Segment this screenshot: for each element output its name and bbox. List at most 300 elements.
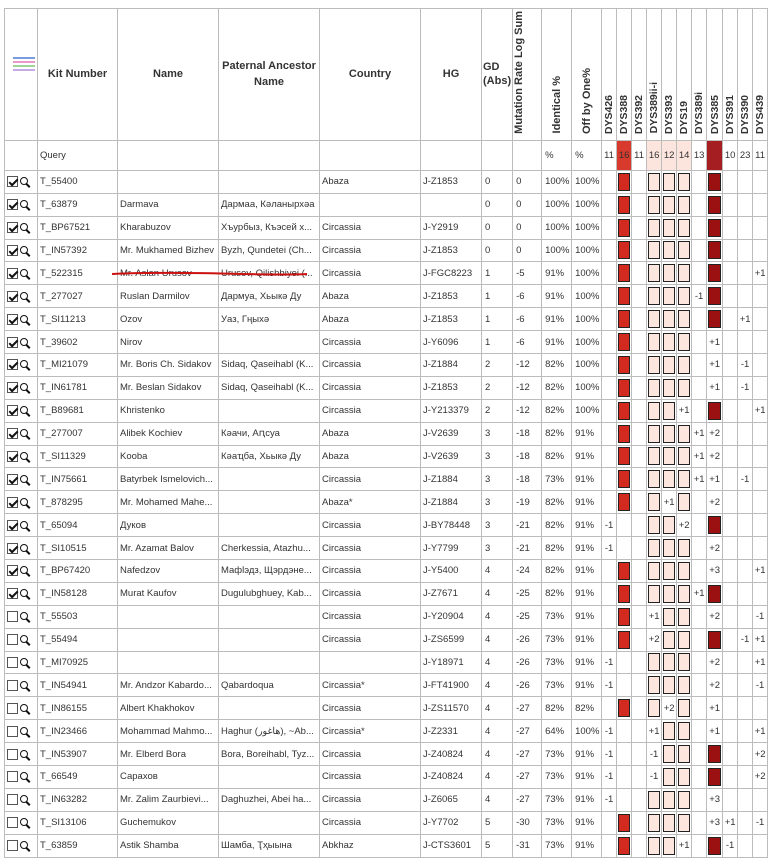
table-row[interactable] — [5, 262, 768, 285]
haplogroup-cell: J-Z1853 — [421, 308, 482, 331]
haplogroup-cell: J-Z2331 — [421, 720, 482, 743]
offbyone-cell: 100% — [572, 308, 602, 331]
ystr-cell — [632, 285, 647, 308]
table-row[interactable] — [5, 605, 768, 628]
ystr-cell — [647, 674, 662, 697]
mutation-rate-cell: -31 — [513, 834, 542, 857]
paternal-ancestor-header[interactable]: Paternal Ancestor Name — [219, 9, 320, 141]
magnifier-icon[interactable] — [19, 222, 30, 233]
kit-number-cell: T_55400 — [38, 170, 118, 193]
ystr-cell: +1 — [692, 582, 707, 605]
table-row[interactable] — [5, 582, 768, 605]
table-row[interactable] — [5, 239, 768, 262]
ystr-cell — [632, 376, 647, 399]
ystr-marker — [678, 379, 690, 397]
magnifier-icon[interactable] — [19, 749, 30, 760]
ystr-cell: +1 — [707, 353, 723, 376]
magnifier-icon[interactable] — [19, 337, 30, 348]
ystr-cell — [753, 788, 768, 811]
ystr-cell — [677, 353, 692, 376]
row-select-cell — [5, 353, 38, 376]
table-row[interactable] — [5, 491, 768, 514]
row-checkbox[interactable] — [7, 497, 18, 508]
row-checkbox[interactable] — [7, 314, 18, 325]
haplogroup-cell: J-Y20904 — [421, 605, 482, 628]
hg-header[interactable]: HG — [421, 9, 482, 141]
table-row[interactable] — [5, 468, 768, 491]
ystr-cell — [723, 720, 738, 743]
ystr-cell: +1 — [707, 720, 723, 743]
offbyone-cell: 100% — [572, 353, 602, 376]
table-row[interactable] — [5, 651, 768, 674]
table-row[interactable] — [5, 834, 768, 857]
table-row[interactable] — [5, 674, 768, 697]
ystr-cell — [647, 788, 662, 811]
table-row[interactable] — [5, 285, 768, 308]
table-row[interactable] — [5, 399, 768, 422]
magnifier-icon[interactable] — [19, 199, 30, 210]
ystr-marker — [708, 310, 721, 328]
table-row[interactable] — [5, 422, 768, 445]
ystr-marker — [618, 814, 630, 832]
ystr-cell — [723, 331, 738, 354]
ystr-cell — [753, 193, 768, 216]
magnifier-icon[interactable] — [19, 840, 30, 851]
paternal-name-cell — [219, 697, 320, 720]
ystr-cell — [647, 537, 662, 560]
dys-header-6[interactable] — [692, 9, 707, 141]
table-row[interactable] — [5, 628, 768, 651]
country-cell: Circassia — [320, 559, 421, 582]
identical-cell: 100% — [542, 170, 572, 193]
name-cell: Дуков — [118, 514, 219, 537]
query-value: 12 — [662, 140, 677, 170]
ystr-cell: +2 — [662, 697, 677, 720]
identical-cell: 91% — [542, 285, 572, 308]
ystr-cell: -1 — [753, 811, 768, 834]
paternal-name-cell: Byzh, Qundetei (Ch... — [219, 239, 320, 262]
ystr-cell — [723, 628, 738, 651]
offbyone-cell: 82% — [572, 697, 602, 720]
ystr-cell — [602, 468, 617, 491]
dys-label: DYS389ii-i — [648, 82, 661, 134]
ystr-marker — [678, 264, 690, 282]
gd-cell: 3 — [482, 422, 513, 445]
ystr-cell — [707, 239, 723, 262]
haplogroup-cell: J-Y6096 — [421, 331, 482, 354]
ystr-marker — [618, 379, 630, 397]
paternal-name-cell: Дармуа, Хьыкә Ду — [219, 285, 320, 308]
ystr-cell — [662, 170, 677, 193]
magnifier-icon[interactable] — [19, 543, 30, 554]
ystr-cell — [677, 720, 692, 743]
row-checkbox[interactable] — [7, 611, 18, 622]
ystr-cell — [647, 399, 662, 422]
ystr-cell — [632, 743, 647, 766]
ystr-cell — [753, 445, 768, 468]
ystr-cell — [617, 514, 632, 537]
select-all-header[interactable] — [5, 9, 38, 141]
ystr-cell — [617, 674, 632, 697]
row-checkbox[interactable] — [7, 771, 18, 782]
magnifier-icon[interactable] — [19, 474, 30, 485]
name-cell: Mr. Beslan Sidakov — [118, 376, 219, 399]
gd-cell: 4 — [482, 559, 513, 582]
haplogroup-cell: J-Z1853 — [421, 239, 482, 262]
ystr-cell — [632, 239, 647, 262]
ystr-cell — [632, 697, 647, 720]
row-checkbox[interactable] — [7, 794, 18, 805]
kit-number-cell: T_IN61781 — [38, 376, 118, 399]
ystr-cell — [723, 216, 738, 239]
magnifier-icon[interactable] — [19, 268, 30, 279]
country-cell: Circassia — [320, 331, 421, 354]
ystr-marker — [678, 814, 690, 832]
table-row[interactable] — [5, 788, 768, 811]
magnifier-icon[interactable] — [19, 588, 30, 599]
ystr-cell: -1 — [602, 651, 617, 674]
dys-header-9[interactable] — [738, 9, 753, 141]
kit-number-cell: T_IN53907 — [38, 743, 118, 766]
row-checkbox[interactable] — [7, 634, 18, 645]
kit-number-cell: T_SI13106 — [38, 811, 118, 834]
ystr-cell — [617, 605, 632, 628]
ystr-cell: +2 — [753, 743, 768, 766]
name-cell: Mr. Mohamed Mahe... — [118, 491, 219, 514]
magnifier-icon[interactable] — [19, 771, 30, 782]
query-empty — [421, 140, 482, 170]
magnifier-icon[interactable] — [19, 176, 30, 187]
ystr-cell — [662, 376, 677, 399]
row-checkbox[interactable] — [7, 382, 18, 393]
ystr-cell: +1 — [707, 468, 723, 491]
table-row[interactable] — [5, 743, 768, 766]
ystr-cell — [723, 376, 738, 399]
dys-header-1[interactable] — [617, 9, 632, 141]
magnifier-icon[interactable] — [19, 245, 30, 256]
ystr-cell — [753, 331, 768, 354]
haplogroup-cell: J-Z40824 — [421, 765, 482, 788]
dys-header-0[interactable] — [602, 9, 617, 141]
gd-cell: 4 — [482, 788, 513, 811]
name-header[interactable]: Name — [118, 9, 219, 141]
ystr-marker — [663, 516, 675, 534]
magnifier-icon[interactable] — [19, 817, 30, 828]
ystr-cell: -1 — [738, 353, 753, 376]
ystr-cell — [738, 651, 753, 674]
identical-cell: 73% — [542, 788, 572, 811]
row-checkbox[interactable] — [7, 726, 18, 737]
kit-number-cell: T_55494 — [38, 628, 118, 651]
ystr-cell — [632, 468, 647, 491]
row-checkbox[interactable] — [7, 543, 18, 554]
magnifier-icon[interactable] — [19, 680, 30, 691]
ystr-cell — [602, 422, 617, 445]
ystr-cell — [738, 239, 753, 262]
row-checkbox[interactable] — [7, 657, 18, 668]
query-value: 11 — [602, 140, 617, 170]
ystr-cell: +2 — [677, 514, 692, 537]
paternal-name-cell: Кәачи, Аԥсуа — [219, 422, 320, 445]
ystr-marker — [618, 264, 630, 282]
ystr-cell — [632, 193, 647, 216]
ystr-marker — [648, 356, 660, 374]
identical-cell: 82% — [542, 491, 572, 514]
ystr-cell — [723, 399, 738, 422]
ystr-cell — [617, 422, 632, 445]
ystr-marker — [663, 837, 675, 855]
ystr-marker — [648, 402, 660, 420]
ystr-cell — [692, 811, 707, 834]
row-checkbox[interactable] — [7, 176, 18, 187]
row-checkbox[interactable] — [7, 588, 18, 599]
ystr-cell — [617, 262, 632, 285]
identical-header[interactable] — [542, 9, 572, 141]
magnifier-icon[interactable] — [19, 359, 30, 370]
ystr-cell: -1 — [738, 468, 753, 491]
dys-header-3[interactable] — [647, 9, 662, 141]
row-checkbox[interactable] — [7, 520, 18, 531]
ystr-cell — [632, 308, 647, 331]
mutation-rate-cell: -19 — [513, 491, 542, 514]
magnifier-icon[interactable] — [19, 634, 30, 645]
ystr-cell — [617, 765, 632, 788]
magnifier-icon[interactable] — [19, 703, 30, 714]
ystr-marker — [663, 287, 675, 305]
magnifier-icon[interactable] — [19, 405, 30, 416]
row-select-cell — [5, 445, 38, 468]
gd-header[interactable] — [482, 9, 513, 141]
ystr-cell — [753, 697, 768, 720]
row-checkbox[interactable] — [7, 428, 18, 439]
ystr-cell — [723, 308, 738, 331]
row-checkbox[interactable] — [7, 703, 18, 714]
magnifier-icon[interactable] — [19, 291, 30, 302]
ystr-marker — [678, 493, 690, 511]
ystr-cell: +1 — [677, 399, 692, 422]
name-cell — [118, 628, 219, 651]
table-row[interactable] — [5, 376, 768, 399]
country-cell: Circassia* — [320, 674, 421, 697]
magnifier-icon[interactable] — [19, 565, 30, 576]
ystr-cell — [677, 422, 692, 445]
table-row[interactable] — [5, 170, 768, 193]
ystr-marker — [618, 425, 630, 443]
ystr-marker — [708, 516, 721, 534]
table-row[interactable] — [5, 353, 768, 376]
ystr-marker — [648, 814, 660, 832]
ystr-cell — [632, 262, 647, 285]
gd-cell: 3 — [482, 514, 513, 537]
mutation-rate-header[interactable] — [513, 9, 542, 141]
ystr-cell — [723, 422, 738, 445]
table-row[interactable] — [5, 765, 768, 788]
ystr-cell — [692, 834, 707, 857]
ystr-cell — [738, 262, 753, 285]
row-checkbox[interactable] — [7, 268, 18, 279]
kit-number-cell: T_IN23466 — [38, 720, 118, 743]
ystr-cell — [692, 308, 707, 331]
table-row[interactable] — [5, 811, 768, 834]
ystr-cell — [602, 353, 617, 376]
ystr-cell: -1 — [602, 720, 617, 743]
identical-cell: 73% — [542, 765, 572, 788]
magnifier-icon[interactable] — [19, 428, 30, 439]
identical-cell: 73% — [542, 468, 572, 491]
query-value: 14 — [677, 140, 692, 170]
ystr-cell — [692, 216, 707, 239]
ystr-marker — [663, 585, 675, 603]
gd-cell: 4 — [482, 697, 513, 720]
magnifier-icon[interactable] — [19, 726, 30, 737]
name-cell: Albert Khakhokov — [118, 697, 219, 720]
ystr-cell — [602, 193, 617, 216]
ystr-cell — [692, 376, 707, 399]
ystr-marker — [663, 219, 675, 237]
ystr-cell — [723, 697, 738, 720]
ystr-cell — [617, 239, 632, 262]
dys-header-10[interactable] — [753, 9, 768, 141]
row-checkbox[interactable] — [7, 291, 18, 302]
row-checkbox[interactable] — [7, 840, 18, 851]
table-row[interactable] — [5, 331, 768, 354]
magnifier-icon[interactable] — [19, 314, 30, 325]
row-select-cell — [5, 697, 38, 720]
ystr-cell — [692, 651, 707, 674]
table-row[interactable] — [5, 537, 768, 560]
table-row[interactable] — [5, 445, 768, 468]
country-header[interactable]: Country — [320, 9, 421, 141]
table-logo-icon — [13, 57, 38, 75]
row-checkbox[interactable] — [7, 565, 18, 576]
ystr-cell — [647, 697, 662, 720]
row-checkbox[interactable] — [7, 474, 18, 485]
haplogroup-cell: J-Z1884 — [421, 491, 482, 514]
ystr-marker — [708, 402, 721, 420]
ystr-cell: +2 — [707, 422, 723, 445]
magnifier-icon[interactable] — [19, 382, 30, 393]
table-row[interactable] — [5, 193, 768, 216]
magnifier-icon[interactable] — [19, 451, 30, 462]
row-checkbox[interactable] — [7, 359, 18, 370]
ystr-cell — [707, 765, 723, 788]
ystr-cell — [677, 491, 692, 514]
ystr-marker — [708, 837, 721, 855]
table-row[interactable] — [5, 216, 768, 239]
magnifier-icon[interactable] — [19, 497, 30, 508]
name-cell: Mr. Elberd Bora — [118, 743, 219, 766]
ystr-cell — [632, 559, 647, 582]
ystr-marker — [663, 196, 675, 214]
row-select-cell — [5, 193, 38, 216]
offbyone-cell: 91% — [572, 651, 602, 674]
ystr-cell — [617, 376, 632, 399]
row-checkbox[interactable] — [7, 451, 18, 462]
ystr-cell — [738, 788, 753, 811]
gd-cell: 2 — [482, 376, 513, 399]
gd-cell: 2 — [482, 353, 513, 376]
gd-cell: 1 — [482, 331, 513, 354]
ystr-marker — [648, 333, 660, 351]
dys-header-5[interactable] — [677, 9, 692, 141]
ystr-cell — [602, 262, 617, 285]
ystr-marker — [678, 173, 690, 191]
dys-label: DYS426 — [603, 94, 616, 134]
magnifier-icon[interactable] — [19, 611, 30, 622]
ystr-marker — [678, 219, 690, 237]
magnifier-icon[interactable] — [19, 520, 30, 531]
row-checkbox[interactable] — [7, 749, 18, 760]
ystr-cell — [738, 559, 753, 582]
ystr-cell — [647, 170, 662, 193]
row-select-cell — [5, 308, 38, 331]
table-row[interactable] — [5, 720, 768, 743]
dys-header-2[interactable] — [632, 9, 647, 141]
ystr-cell — [602, 697, 617, 720]
ystr-marker — [678, 241, 690, 259]
mutation-rate-cell: -27 — [513, 720, 542, 743]
country-cell: Circassia — [320, 376, 421, 399]
dys-header-8[interactable] — [723, 9, 738, 141]
haplogroup-cell: J-FGC8223 — [421, 262, 482, 285]
ystr-marker — [678, 470, 690, 488]
dys-header-4[interactable] — [662, 9, 677, 141]
ystr-cell — [602, 628, 617, 651]
table-row[interactable] — [5, 559, 768, 582]
ystr-marker — [618, 333, 630, 351]
gd-cell: 4 — [482, 628, 513, 651]
ystr-cell: +1 — [692, 422, 707, 445]
ystr-marker — [708, 585, 721, 603]
ystr-marker — [663, 470, 675, 488]
row-checkbox[interactable] — [7, 817, 18, 828]
ystr-cell — [647, 514, 662, 537]
magnifier-icon[interactable] — [19, 794, 30, 805]
offbyone-cell: 91% — [572, 788, 602, 811]
kit-number-header[interactable]: Kit Number — [38, 9, 118, 141]
ystr-cell — [723, 559, 738, 582]
row-checkbox[interactable] — [7, 337, 18, 348]
identical-cell: 73% — [542, 628, 572, 651]
paternal-name-cell — [219, 491, 320, 514]
name-cell: Alibek Kochiev — [118, 422, 219, 445]
ystr-cell — [617, 651, 632, 674]
row-checkbox[interactable] — [7, 245, 18, 256]
dys-header-7[interactable] — [707, 9, 723, 141]
haplogroup-cell: J-Z7671 — [421, 582, 482, 605]
ystr-cell — [692, 514, 707, 537]
ystr-marker — [618, 631, 630, 649]
ystr-cell — [617, 720, 632, 743]
ystr-cell — [632, 491, 647, 514]
ystr-cell — [677, 285, 692, 308]
ystr-marker — [648, 425, 660, 443]
row-checkbox[interactable] — [7, 199, 18, 210]
table-row[interactable] — [5, 514, 768, 537]
magnifier-icon[interactable] — [19, 657, 30, 668]
ystr-cell — [692, 537, 707, 560]
mutation-rate-cell: 0 — [513, 216, 542, 239]
ystr-cell — [738, 537, 753, 560]
kit-number-cell: T_B89681 — [38, 399, 118, 422]
ystr-cell — [602, 376, 617, 399]
offbyone-header[interactable] — [572, 9, 602, 141]
row-checkbox[interactable] — [7, 405, 18, 416]
table-row[interactable] — [5, 308, 768, 331]
row-checkbox[interactable] — [7, 680, 18, 691]
table-row[interactable] — [5, 697, 768, 720]
row-checkbox[interactable] — [7, 222, 18, 233]
